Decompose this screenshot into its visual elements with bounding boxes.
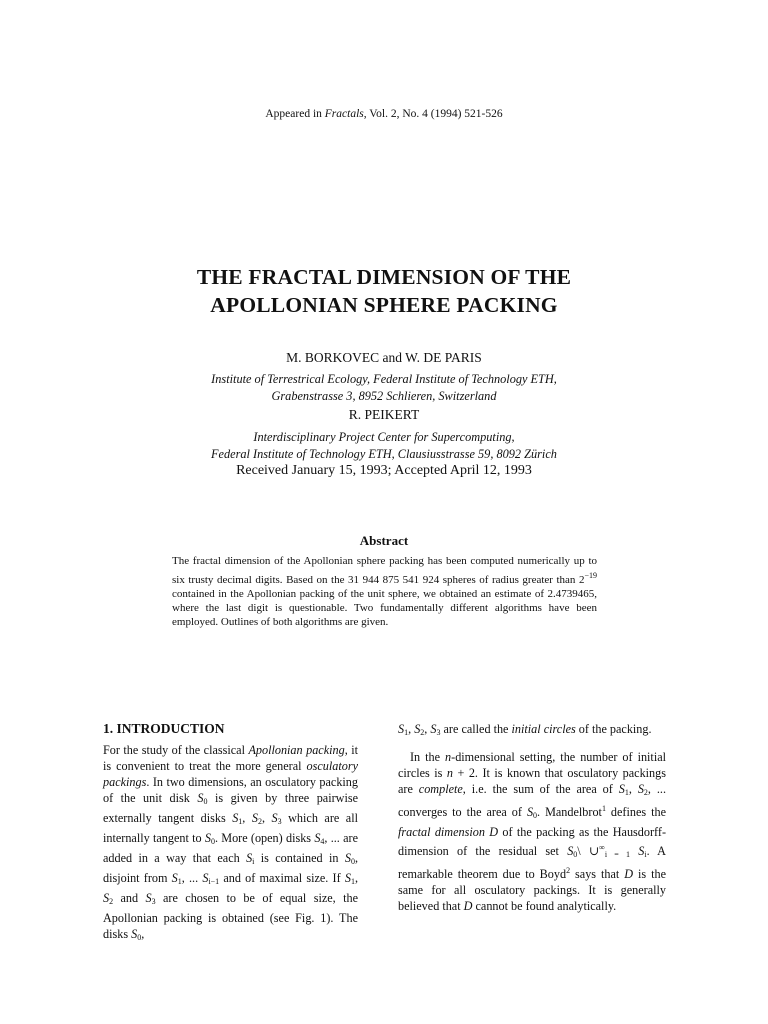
column-left xyxy=(103,721,358,946)
author-group-1: M. BORKOVEC and W. DE PARIS xyxy=(286,350,482,365)
intro-paragraph-1: For the study of the classical Apollonian packing, it is convenient to treat the more general osculatory packings. In two dimensions, an osculatory packing of the unit disk $S_0$ is given by three pairwise externally tangent disks $S_1$, $S_2$, $S_3$ which are all internally tangent to $S_0$. More (open) disks $S_4$, ... are added in a way that each $S_i$ is contained in $S_0$, disjoint from $S_1$, ... $S_{i-1}$ and of maximal size. If $S_1$, $S_2$ and $S_3$ are chosen to be of equal size, the Apollonian packing is obtained (see Fig. 1). The disks $S_0$, xyxy=(103,743,358,942)
received-dates: Received January 15, 1993; Accepted April 12, 1993 xyxy=(236,463,532,478)
intro-paragraph-2: $S_1$, $S_2$, $S_3$ are called the initial circles of the packing. xyxy=(398,722,652,737)
abstract-heading: Abstract xyxy=(359,533,409,548)
title-line-1: THE FRACTAL DIMENSION OF THE xyxy=(196,265,572,289)
affiliation-1: Institute of Terrestrical Ecology, Federal Institute of Technology ETH, Grabenstrasse 3, 8952 Schlieren, Switzerland xyxy=(211,372,557,403)
author-group-2: R. PEIKERT xyxy=(348,407,420,422)
title-line-2: APOLLONIAN SPHERE PACKING xyxy=(210,293,558,317)
section-heading: 1. INTRODUCTION xyxy=(103,721,225,736)
column-right xyxy=(398,721,666,914)
intro-paragraph-3: In the n-dimensional setting, the number of initial circles is n + 2. It is known that osculatory packings are complete, i.e. the sum of the area of $S_1$, $S_2$, ... converges to the area of $S_0$. Mandelbrot$^1$ defines the fractal dimension D of the packing as the Hausdorff-dimension of the residual set $S_0\backslash$ $\cup^\infty_{i = 1}$ $S_i$. A remarkable theorem due to Boyd$^2$ says that D is the same for all osculatory packings. It is generally believed that D cannot be found analytically. xyxy=(398,750,667,913)
publication-header: Appeared in Fractals, Vol. 2, No. 4 (1994) 521-526 xyxy=(265,108,503,120)
journal-name: Fractals xyxy=(324,108,364,120)
union-symbol: ∪ xyxy=(588,844,600,858)
paper-title xyxy=(0,263,768,319)
affiliation-2: Interdisciplinary Project Center for Supercomputing, Federal Institute of Technology ETH, Clausiusstrasse 59, 8092 Zürich xyxy=(211,430,557,461)
abstract-text: The fractal dimension of the Apollonian sphere packing has been computed numerically up to six trusty decimal digits. Based on the 31 944 875 541 924 spheres of radius greater than $2^{-19}$ contained in the Apollonian packing of the unit sphere, we obtained an estimate of 2.4739465, where the last digit is questionable. Two fundamentally different algorithms have been employed. Outlines of both algorithms are given. xyxy=(172,555,597,628)
